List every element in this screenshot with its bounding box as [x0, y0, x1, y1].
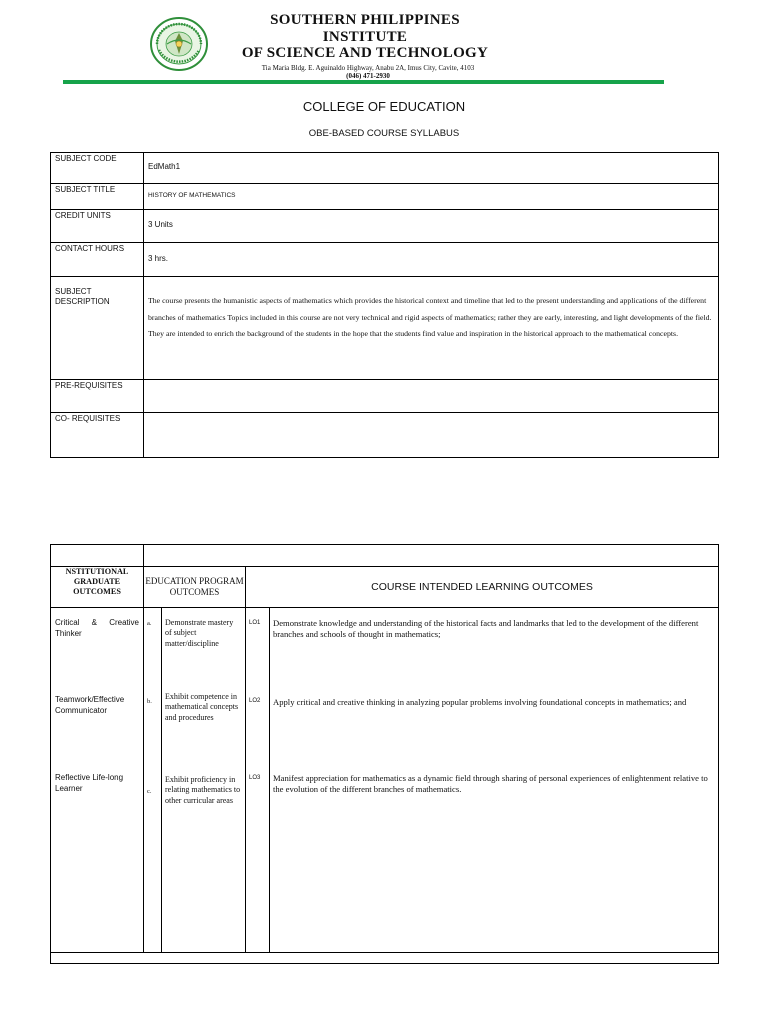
credit-units-value: 3 Units [144, 210, 719, 243]
program-outcomes-column [162, 608, 246, 953]
lo-codes-column [246, 608, 270, 953]
program-outcome-letters-column [144, 608, 162, 953]
institutional-outcome-3: Reflective Life-long Learner [55, 773, 124, 793]
course-info-table [50, 152, 719, 458]
header-divider [63, 80, 664, 84]
outcomes-top-right-cell [144, 545, 719, 567]
contact-hours-value: 3 hrs. [144, 243, 719, 277]
subject-title-label: SUBJECT TITLE [51, 184, 144, 210]
program-outcome-1: Demonstrate mastery of subject matter/discipline [165, 618, 234, 648]
corequisites-label: CO- REQUISITES [51, 413, 144, 458]
learning-outcomes-table [50, 544, 719, 964]
outcomes-top-left-cell [51, 545, 144, 567]
program-outcome-2: Exhibit competence in mathematical concepts and procedures [165, 692, 239, 722]
outcomes-header-row [51, 567, 719, 608]
contact-hours-label: CONTACT HOURS [51, 243, 144, 277]
subject-code-label: SUBJECT CODE [51, 153, 144, 184]
outcomes-top-row [51, 545, 719, 567]
course-outcome-1: Demonstrate knowledge and understanding of the historical facts and landmarks that led to the development of the different branches and schools of thought in mathematics; [273, 618, 699, 639]
prerequisites-label: PRE-REQUISITES [51, 380, 144, 413]
lo-code-3: LO3 [249, 775, 261, 781]
document-type: OBE-BASED COURSE SYLLABUS [308, 128, 460, 139]
lo-code-1: LO1 [249, 620, 261, 626]
outcomes-footer-cell [51, 953, 719, 964]
institution-name: SOUTHERN PHILIPPINES INSTITUTE OF SCIENCE AND TECHNOLOGY [241, 12, 489, 61]
row-contact-hours [51, 243, 719, 277]
course-outcomes-column [270, 608, 719, 953]
credit-units-label: CREDIT UNITS [51, 210, 144, 243]
institutional-outcome-2: Teamwork/Effective Communicator [55, 695, 125, 715]
outcomes-body-row [51, 608, 719, 953]
row-subject-code [51, 153, 719, 184]
row-subject-description [51, 277, 719, 380]
institutional-outcome-1: Critical & Creative Thinker [55, 618, 139, 638]
subject-description-value: The course presents the humanistic aspects of mathematics which provides the historical context and timeline that led to the present understanding and applications of the different branches of mathematics Topics included in this course are not very technical and rigid aspects of mathematics; rather they are early, interesting, and light developments of the field. They are intended to enrich the background of the students in the hope that the students find value and inspiration in the historical approach to the mathematical concepts. [144, 277, 719, 380]
institution-phone: (046) 471-2930 [346, 72, 390, 80]
header-institutional-outcomes: NSTITUTIONAL GRADUATE OUTCOMES [51, 567, 144, 608]
subject-description-label: SUBJECT DESCRIPTION [51, 277, 144, 380]
college-title: COLLEGE OF EDUCATION [302, 99, 466, 114]
course-outcome-3: Manifest appreciation for mathematics as a dynamic field through sharing of personal experiences of enlightenment relative to the evolution of the different branches of mathematics. [273, 773, 708, 794]
row-subject-title [51, 184, 719, 210]
program-outcome-3: Exhibit proficiency in relating mathematics to other curricular areas [165, 775, 241, 805]
institution-seal-logo [149, 16, 209, 72]
header-education-outcomes: EDUCATION PROGRAM OUTCOMES [144, 567, 246, 608]
prerequisites-value [144, 380, 719, 413]
institution-address: Tia Maria Bldg. E. Aguinaldo Highway, Anabu 2A, Imus City, Cavite, 4103 (046) 471-2930 [228, 64, 508, 80]
program-outcome-letter-b: b. [147, 698, 152, 705]
subject-title-value: HISTORY OF MATHEMATICS [144, 184, 719, 210]
lo-code-2: LO2 [249, 698, 261, 704]
program-outcome-letter-c: c. [147, 788, 152, 795]
corequisites-value [144, 413, 719, 458]
row-corequisites [51, 413, 719, 458]
header-course-outcomes: COURSE INTENDED LEARNING OUTCOMES [246, 567, 719, 608]
subject-code-value: EdMath1 [144, 153, 719, 184]
institutional-outcomes-column [51, 608, 144, 953]
outcomes-footer-row [51, 953, 719, 964]
row-credit-units [51, 210, 719, 243]
program-outcome-letter-a: a. [147, 620, 152, 627]
row-prerequisites [51, 380, 719, 413]
course-outcome-2: Apply critical and creative thinking in analyzing popular problems involving foundational concepts in mathematics; and [273, 697, 687, 707]
